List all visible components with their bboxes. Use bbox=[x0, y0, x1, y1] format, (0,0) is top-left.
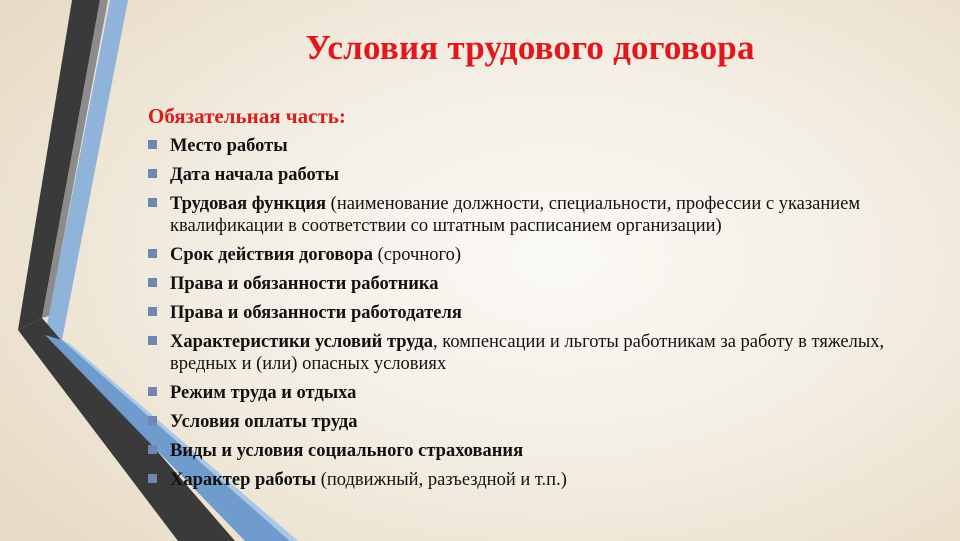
list-item bbox=[146, 411, 946, 433]
item-bold: Права и обязанности работодателя bbox=[170, 303, 462, 323]
section-heading: Обязательная часть: bbox=[148, 104, 346, 128]
list-item bbox=[146, 193, 946, 237]
item-bold: Место работы bbox=[170, 136, 288, 156]
item-bold: Права и обязанности работника bbox=[170, 274, 439, 294]
slide-title: Условия трудового договора bbox=[305, 28, 755, 67]
item-bold: Характер работы bbox=[170, 470, 317, 490]
item-bold: Трудовая функция bbox=[170, 194, 327, 214]
item-rest: (наименование должности, специальности, профессии с указанием квалификации в соответствии со штатным расписанием организации) bbox=[170, 194, 861, 236]
square-bullet-icon bbox=[148, 307, 157, 316]
square-bullet-icon bbox=[148, 387, 157, 396]
item-rest: , компенсации и льготы работникам за работу в тяжелых, вредных и (или) опасных условиях bbox=[170, 332, 885, 374]
item-bold: Режим труда и отдыха bbox=[170, 383, 357, 403]
list-item bbox=[146, 273, 946, 295]
square-bullet-icon bbox=[148, 140, 157, 149]
square-bullet-icon bbox=[148, 474, 157, 483]
list-item bbox=[146, 469, 946, 491]
list-item bbox=[146, 440, 946, 462]
square-bullet-icon bbox=[148, 278, 157, 287]
list-item bbox=[146, 244, 946, 266]
item-bold: Дата начала работы bbox=[170, 165, 340, 185]
square-bullet-icon bbox=[148, 198, 157, 207]
list-item bbox=[146, 164, 946, 186]
item-bold: Виды и условия социального страхования bbox=[170, 441, 524, 461]
item-rest: (срочного) bbox=[373, 245, 462, 265]
item-rest: (подвижный, разъездной и т.п.) bbox=[316, 470, 567, 490]
square-bullet-icon bbox=[148, 416, 157, 425]
list-item bbox=[146, 331, 946, 375]
list-item bbox=[146, 382, 946, 404]
item-bold: Условия оплаты труда bbox=[170, 412, 358, 432]
square-bullet-icon bbox=[148, 169, 157, 178]
square-bullet-icon bbox=[148, 249, 157, 258]
item-bold: Срок действия договора bbox=[170, 245, 373, 265]
item-bold: Характеристики условий труда bbox=[170, 332, 434, 352]
requirements-list bbox=[146, 135, 946, 498]
square-bullet-icon bbox=[148, 336, 157, 345]
square-bullet-icon bbox=[148, 445, 157, 454]
list-item bbox=[146, 302, 946, 324]
list-item bbox=[146, 135, 946, 157]
